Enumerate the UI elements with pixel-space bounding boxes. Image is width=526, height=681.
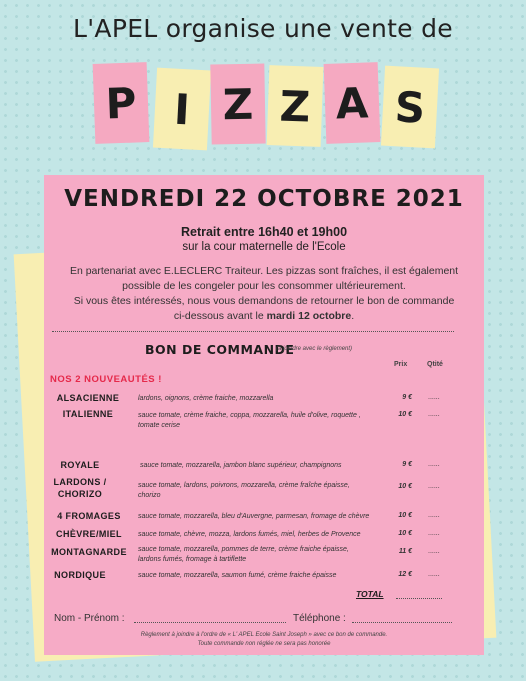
item-name: 4 FROMAGES: [57, 511, 121, 521]
letter-tile-z1: Z: [210, 64, 265, 145]
item-name: CHÈVRE/MIEL: [56, 529, 122, 539]
divider: [52, 331, 454, 332]
pickup-time: Retrait entre 16h40 et 19h00: [180, 225, 348, 239]
item-description: sauce tomate, mozzarella, jambon blanc supérieur, champignons: [140, 462, 342, 469]
intro-text: [54, 264, 474, 324]
footer-payment-note: Règlement à joindre à l'ordre de « L' APEL Ecole Saint Joseph » avec ce bon de commande.: [140, 632, 388, 638]
item-price: 9 €: [402, 394, 412, 401]
letter-tile-i: I: [153, 68, 211, 151]
item-name: ROYALE: [60, 460, 100, 470]
item-description-continued: chorizo: [138, 492, 161, 499]
item-name: [44, 476, 116, 500]
item-name: ALSACIENNE: [56, 393, 120, 403]
quantity-field[interactable]: ......: [428, 483, 440, 490]
item-name-line-2: CHORIZO: [57, 489, 103, 499]
item-name: ITALIENNE: [62, 409, 114, 419]
item-price: 10 €: [398, 411, 412, 418]
name-field[interactable]: [134, 622, 286, 623]
order-form-title: BON DE COMMANDE: [145, 342, 295, 357]
headline-title: L'APEL organise une vente de: [73, 14, 453, 43]
item-price: 11 €: [398, 548, 412, 555]
item-description: sauce tomate, lardons, poivrons, mozzarella, crème fraîche épaisse,: [138, 482, 350, 489]
intro-line-4-prefix: ci-dessous avant le: [173, 310, 264, 322]
item-name: MONTAGNARDE: [51, 547, 127, 557]
event-date: VENDREDI 22 OCTOBRE 2021: [64, 186, 464, 212]
item-price: 10 €: [398, 530, 412, 537]
item-price: 10 €: [398, 512, 412, 519]
name-label: Nom - Prénom :: [54, 613, 125, 624]
quantity-field[interactable]: ......: [428, 394, 440, 401]
item-price: 10 €: [398, 483, 412, 490]
item-description: sauce tomate, mozzarella, bleu d'Auvergne, parmesan, fromage de chèvre: [138, 513, 370, 520]
total-field[interactable]: [396, 598, 442, 599]
item-name-line-1: LARDONS /: [53, 477, 107, 487]
order-deadline: mardi 12 octobre: [266, 310, 352, 322]
item-price: 9 €: [402, 461, 412, 468]
item-price: 12 €: [398, 571, 412, 578]
intro-line-3: Si vous êtes intéressés, nous vous demandons de retourner le bon de commande: [73, 295, 455, 307]
quantity-field[interactable]: ......: [428, 411, 440, 418]
item-description-continued: tomate cerise: [138, 422, 181, 429]
quantity-field[interactable]: ......: [428, 571, 440, 578]
total-label: TOTAL: [356, 589, 384, 599]
quantity-field[interactable]: ......: [428, 548, 440, 555]
pickup-place: sur la cour maternelle de l'Ecole: [182, 241, 346, 253]
intro-line-2: possible de les congeler pour les consommer ultérieurement.: [122, 280, 406, 292]
intro-line-4: [54, 309, 474, 324]
quantity-field[interactable]: ......: [428, 461, 440, 468]
item-description: sauce tomate, mozzarella, saumon fumé, crème fraiche épaisse: [138, 572, 337, 579]
item-description: sauce tomate, chèvre, mozza, lardons fumés, miel, herbes de Provence: [138, 531, 361, 538]
letter-tile-z2: Z: [267, 65, 324, 147]
letter-tile-p: P: [93, 62, 150, 144]
item-description: lardons, oignons, crème fraiche, mozzarella: [138, 395, 274, 402]
item-description: sauce tomate, crème fraiche, coppa, mozzarella, huile d'olive, roquette ,: [138, 412, 361, 419]
footer-warning: Toute commande non réglée ne sera pas honorée: [197, 641, 331, 647]
item-name: NORDIQUE: [54, 570, 106, 580]
quantity-field[interactable]: ......: [428, 512, 440, 519]
letter-tile-s: S: [381, 66, 439, 149]
new-items-label: NOS 2 NOUVEAUTÉS !: [50, 374, 162, 385]
letter-tile-a: A: [324, 62, 381, 144]
intro-suffix: .: [351, 310, 355, 322]
phone-label: Téléphone :: [293, 613, 346, 624]
quantity-field[interactable]: ......: [428, 530, 440, 537]
price-column-header: Prix: [394, 361, 408, 368]
order-form-note: (à joindre avec le règlement): [276, 346, 353, 352]
item-description: sauce tomate, mozzarella, pommes de terre, crème fraiche épaisse,: [138, 546, 349, 553]
intro-line-1: En partenariat avec E.LECLERC Traiteur. Les pizzas sont fraîches, il est également: [69, 265, 459, 277]
item-description-continued: lardons fumés, fromage à tartiflette: [138, 556, 247, 563]
phone-field[interactable]: [352, 622, 452, 623]
quantity-column-header: Qtité: [427, 361, 443, 368]
